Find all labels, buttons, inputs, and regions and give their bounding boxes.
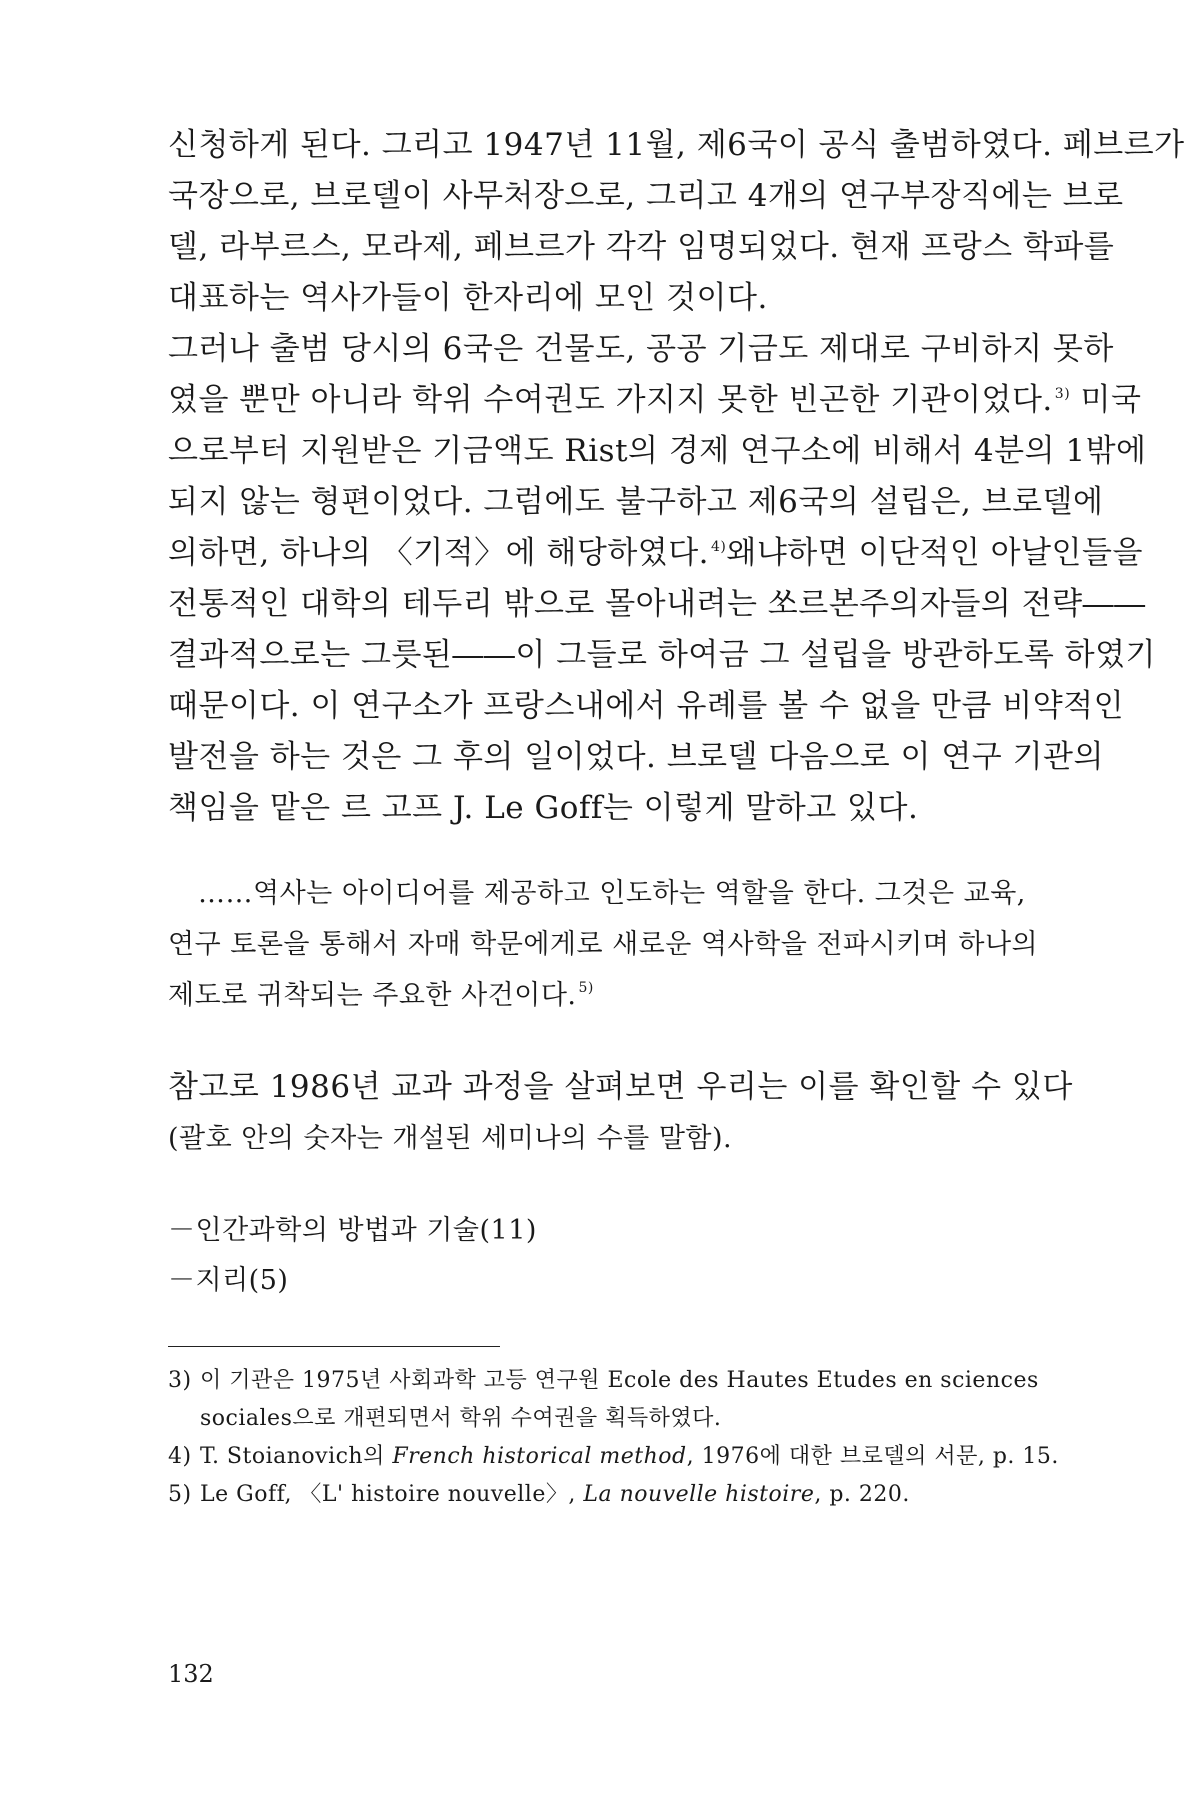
footnote-number: 5) xyxy=(168,1482,192,1507)
text-line: 전통적인 대학의 테두리 밖으로 몰아내려는 쏘르본주의자들의 전략―― xyxy=(168,586,1146,622)
footnote-5 xyxy=(168,1476,1004,1514)
text-line: 책임을 맡은 르 고프 J. Le Goff는 이렇게 말하고 있다. xyxy=(168,790,919,826)
text-segment: 왜냐하면 이단적인 아날인들을 xyxy=(726,535,1143,571)
book-title: French historical method xyxy=(392,1444,687,1469)
page-number: 132 xyxy=(168,1660,214,1688)
book-title: La nouvelle histoire xyxy=(583,1482,815,1507)
quote-line: 연구 토론을 통해서 자매 학문에게로 새로운 역사학을 전파시키며 하나의 xyxy=(168,929,1039,960)
text-line: 델, 라부르스, 모라제, 페브르가 각각 임명되었다. 현재 프랑스 학파를 xyxy=(168,229,1115,265)
text-line: 으로부터 지원받은 기금액도 Rist의 경제 연구소에 비해서 4분의 1밖에 xyxy=(168,433,1147,469)
text-line: 발전을 하는 것은 그 후의 일이었다. 브로델 다음으로 이 연구 기관의 xyxy=(168,739,1104,775)
text-segment: 였을 뿐만 아니라 학위 수여권도 가지지 못한 빈곤한 기관이었다. xyxy=(168,382,1053,418)
text-line: 때문이다. 이 연구소가 프랑스내에서 유례를 볼 수 없을 만큼 비약적인 xyxy=(168,688,1125,724)
main-text xyxy=(168,120,1185,834)
footnote-text: , p. 220. xyxy=(814,1482,910,1507)
text-line: 대표하는 역사가들이 한자리에 모인 것이다. xyxy=(168,280,768,316)
quote-line: ……역사는 아이디어를 제공하고 인도하는 역할을 한다. 그것은 교육, xyxy=(198,878,1026,909)
footnote-marker-4: 4) xyxy=(711,539,727,555)
course-list xyxy=(168,1206,1004,1306)
reference-paragraph xyxy=(168,1062,1073,1164)
text-line: 신청하게 된다. 그리고 1947년 11월, 제6국이 공식 출범하였다. 페브르가 xyxy=(168,127,1185,163)
footnote-number: 4) xyxy=(168,1444,192,1469)
block-quote xyxy=(168,868,1039,1021)
text-line xyxy=(168,375,1142,426)
footnote-text: Le Goff, 〈L' histoire nouvelle〉, xyxy=(200,1482,584,1507)
footnote-text: T. Stoianovich의 xyxy=(200,1444,393,1469)
footnote-text: , 1976에 대한 브로델의 서문, p. 15. xyxy=(686,1444,1059,1469)
text-segment: 미국 xyxy=(1080,382,1142,418)
list-item: －지리(5) xyxy=(168,1265,289,1296)
text-line: 결과적으로는 그릇된――이 그들로 하여금 그 설립을 방관하도록 하였기 xyxy=(168,637,1156,673)
text-line: 되지 않는 형편이었다. 그럼에도 불구하고 제6국의 설립은, 브로델에 xyxy=(168,484,1104,520)
footnote-marker-3: 3) xyxy=(1054,386,1071,402)
text-line: (괄호 안의 숫자는 개설된 세미나의 수를 말함). xyxy=(168,1123,733,1154)
footnote-4 xyxy=(168,1438,1059,1476)
footnote-marker-5: 5) xyxy=(578,980,594,996)
list-item: －인간과학의 방법과 기술(11) xyxy=(168,1215,537,1246)
text-line: 그러나 출범 당시의 6국은 건물도, 공공 기금도 제대로 구비하지 못하 xyxy=(168,331,1114,367)
footnote-number: 3) xyxy=(168,1368,192,1393)
text-line: 국장으로, 브로델이 사무처장으로, 그리고 4개의 연구부장직에는 브로 xyxy=(168,178,1124,214)
footnote-3 xyxy=(168,1362,1039,1400)
footnote-3-continued: sociales으로 개편되면서 학위 수여권을 획득하였다. xyxy=(200,1406,722,1431)
footnotes xyxy=(168,1362,1059,1514)
text-segment: 의하면, 하나의 〈기적〉에 해당하였다. xyxy=(168,535,710,571)
quote-text: 제도로 귀착되는 주요한 사건이다. xyxy=(168,980,577,1011)
footnote-text: 이 기관은 1975년 사회과학 고등 연구원 Ecole des Hautes Etudes en sciences xyxy=(200,1368,1039,1393)
quote-line xyxy=(168,970,1004,1021)
text-line xyxy=(168,528,1143,579)
footnote-divider xyxy=(168,1346,500,1347)
text-line: 참고로 1986년 교과 과정을 살펴보면 우리는 이를 확인할 수 있다 xyxy=(168,1069,1073,1105)
